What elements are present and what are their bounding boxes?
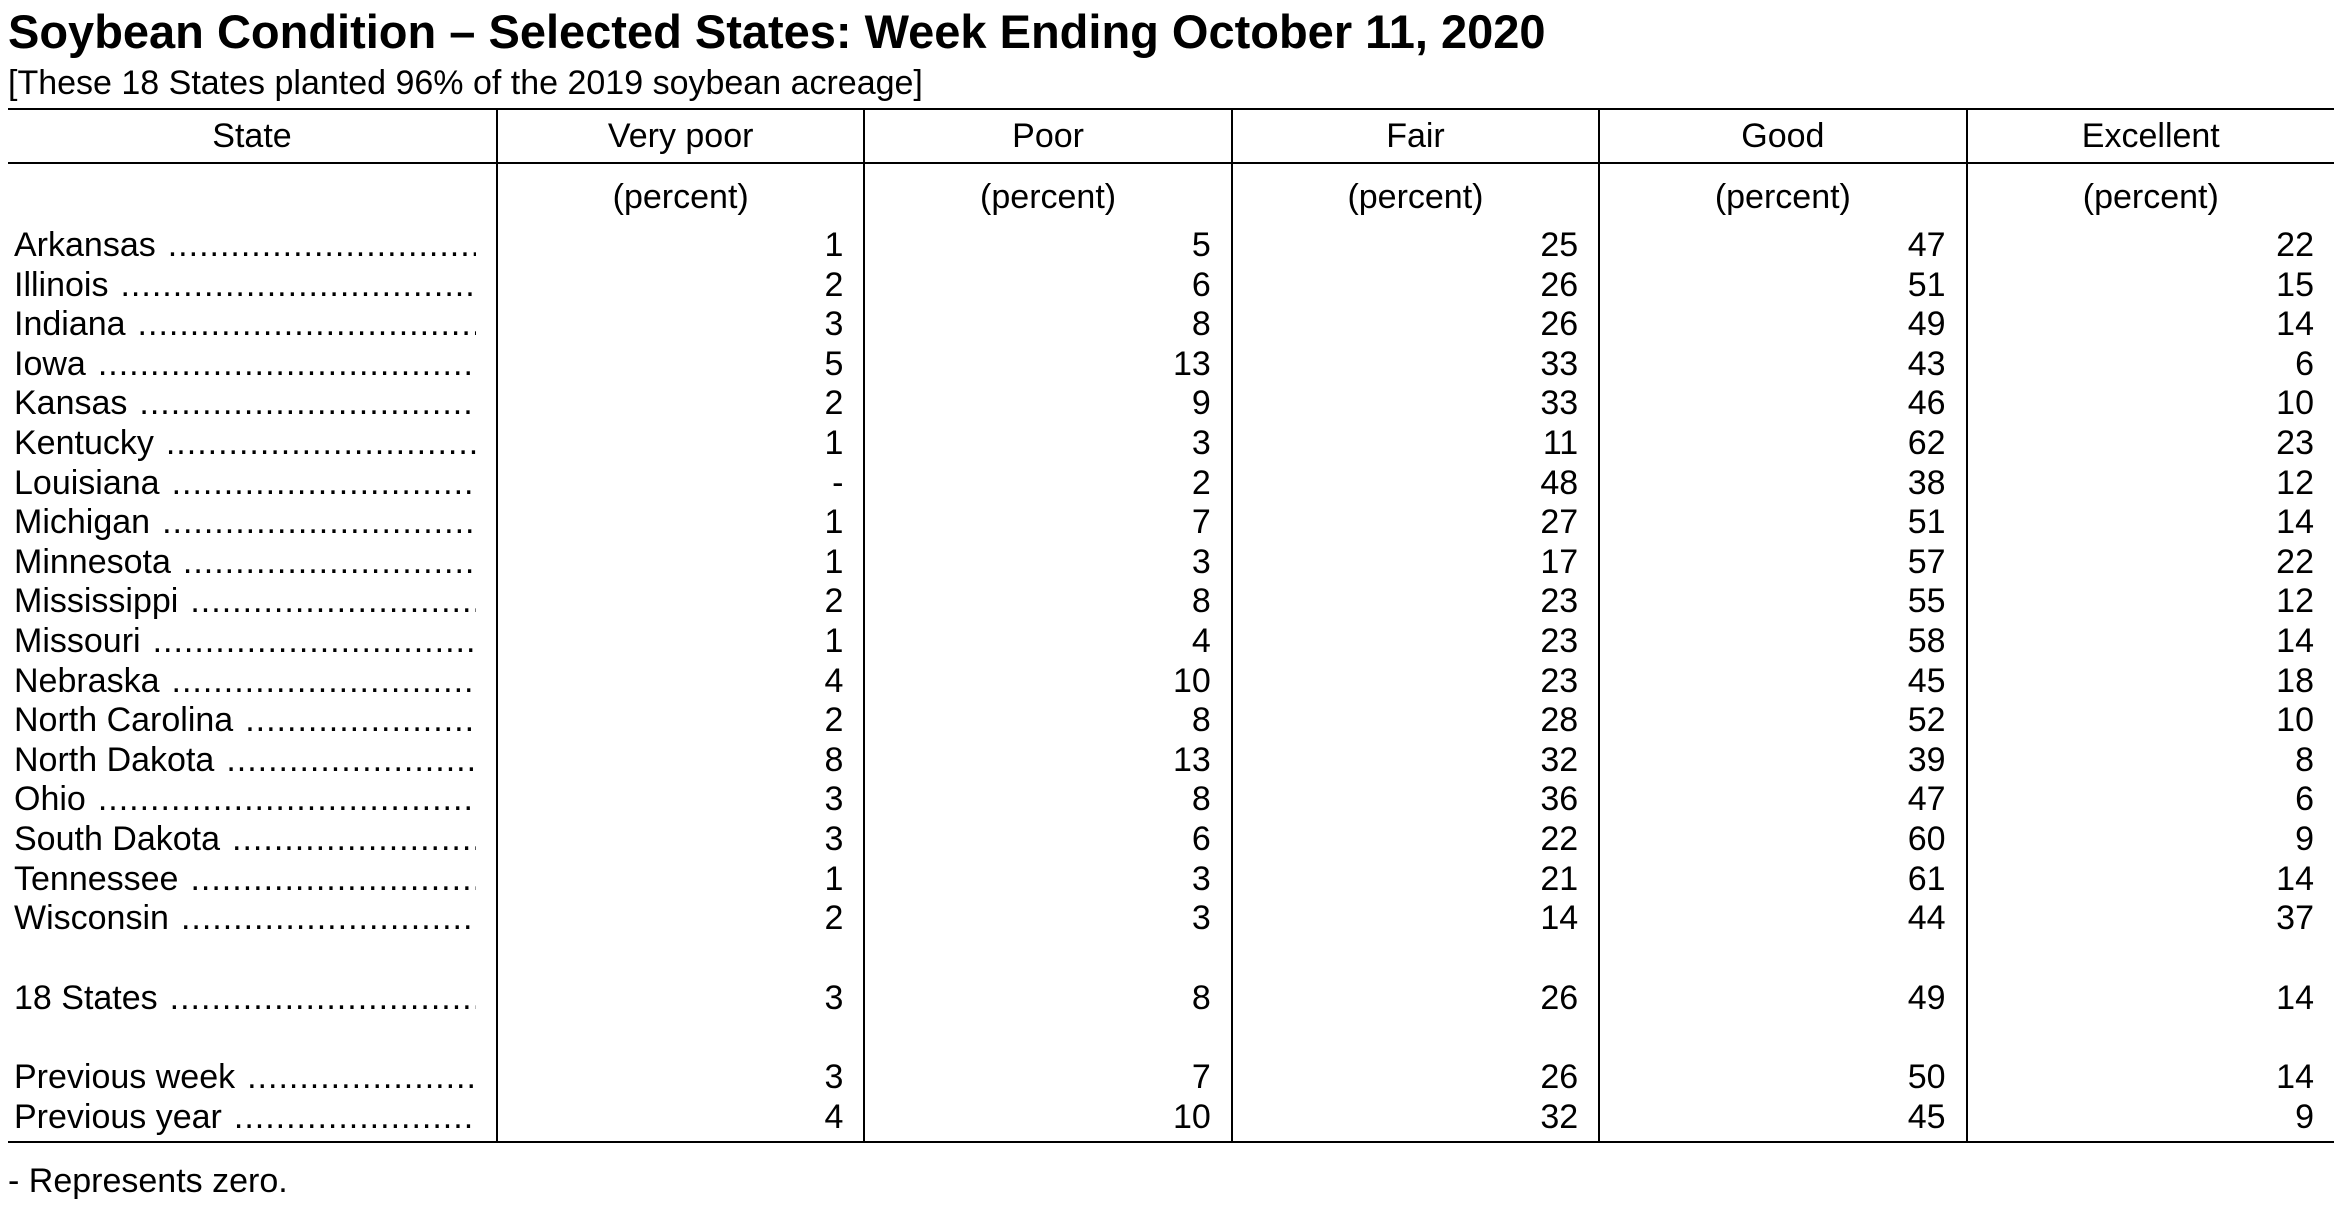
cell-good: 39: [1599, 741, 1966, 781]
cell-poor: 4: [864, 622, 1231, 662]
cell-good: 49: [1599, 305, 1966, 345]
header-state: State: [8, 109, 497, 163]
leader-dots: [153, 622, 476, 662]
cell-very-poor: -: [497, 464, 864, 504]
units-good: (percent): [1599, 163, 1966, 226]
state-cell: [8, 226, 497, 266]
cell-poor: 8: [864, 780, 1231, 820]
cell-poor: 3: [864, 860, 1231, 900]
cell-poor: 10: [864, 1098, 1231, 1143]
cell-good: 49: [1599, 979, 1966, 1019]
units-fair: (percent): [1232, 163, 1599, 226]
cell-very-poor: 1: [497, 226, 864, 266]
cell-excellent: 14: [1967, 305, 2334, 345]
state-cell: [8, 543, 497, 583]
state-label: Mississippi: [14, 582, 179, 621]
leader-dots: [234, 1098, 476, 1138]
footnote: - Represents zero.: [8, 1162, 288, 1200]
table-row: [8, 662, 2334, 702]
cell-fair: 33: [1232, 345, 1599, 385]
table-row: [8, 503, 2334, 543]
cell-good: 60: [1599, 820, 1966, 860]
cell-very-poor: 3: [497, 305, 864, 345]
state-label: Iowa: [14, 344, 86, 383]
state-label: 18 States: [14, 978, 158, 1017]
cell-excellent: 14: [1967, 622, 2334, 662]
state-label: Wisconsin: [14, 899, 169, 938]
cell-fair: 26: [1232, 266, 1599, 306]
cell-fair: 17: [1232, 543, 1599, 583]
cell-fair: 36: [1232, 780, 1599, 820]
state-cell: [8, 582, 497, 622]
table-row: [8, 305, 2334, 345]
cell-poor: 6: [864, 266, 1231, 306]
state-cell: [8, 979, 497, 1019]
cell-excellent: 22: [1967, 543, 2334, 583]
cell-fair: 27: [1232, 503, 1599, 543]
header-good: Good: [1599, 109, 1966, 163]
header-very-poor: Very poor: [497, 109, 864, 163]
cell-poor: 3: [864, 543, 1231, 583]
cell-excellent: 23: [1967, 424, 2334, 464]
cell-fair: 26: [1232, 305, 1599, 345]
state-cell: [8, 899, 497, 939]
cell-very-poor: 1: [497, 622, 864, 662]
leader-dots: [172, 464, 476, 504]
state-label: Previous year: [14, 1097, 222, 1136]
cell-good: 46: [1599, 384, 1966, 424]
cell-poor: 8: [864, 582, 1231, 622]
table-row: [8, 582, 2334, 622]
cell-excellent: 14: [1967, 979, 2334, 1019]
units-row: [8, 163, 2334, 226]
state-cell: [8, 345, 497, 385]
leader-dots: [120, 266, 476, 306]
cell-good: 45: [1599, 662, 1966, 702]
state-label: South Dakota: [14, 819, 221, 858]
cell-excellent: 9: [1967, 820, 2334, 860]
leader-dots: [181, 899, 476, 939]
cell-good: 58: [1599, 622, 1966, 662]
page-subtitle: [These 18 States planted 96% of the 2019 soybean acreage]: [8, 64, 923, 102]
cell-excellent: 12: [1967, 464, 2334, 504]
state-label: North Dakota: [14, 740, 215, 779]
state-cell: [8, 622, 497, 662]
header-excellent: Excellent: [1967, 109, 2334, 163]
cell-good: 43: [1599, 345, 1966, 385]
leader-dots: [172, 662, 476, 702]
cell-excellent: 15: [1967, 266, 2334, 306]
cell-poor: 10: [864, 662, 1231, 702]
cell-excellent: 9: [1967, 1098, 2334, 1143]
cell-fair: 11: [1232, 424, 1599, 464]
cell-good: 55: [1599, 582, 1966, 622]
table-row: [8, 622, 2334, 662]
header-poor: Poor: [864, 109, 1231, 163]
state-label: Nebraska: [14, 661, 160, 700]
leader-dots: [245, 701, 476, 741]
cell-very-poor: 2: [497, 266, 864, 306]
state-label: Kansas: [14, 384, 128, 423]
cell-fair: 26: [1232, 1058, 1599, 1098]
table-row: [8, 424, 2334, 464]
table-row: [8, 780, 2334, 820]
state-label: Michigan: [14, 503, 151, 542]
cell-excellent: 14: [1967, 1058, 2334, 1098]
header-row: [8, 109, 2334, 163]
units-poor: (percent): [864, 163, 1231, 226]
soybean-condition-table: [8, 108, 2334, 1143]
cell-very-poor: 1: [497, 543, 864, 583]
cell-good: 52: [1599, 701, 1966, 741]
table-row: [8, 226, 2334, 266]
state-cell: [8, 1098, 497, 1143]
cell-fair: 21: [1232, 860, 1599, 900]
cell-poor: 13: [864, 741, 1231, 781]
cell-very-poor: 2: [497, 582, 864, 622]
state-cell: [8, 701, 497, 741]
cell-fair: 23: [1232, 622, 1599, 662]
cell-very-poor: 3: [497, 1058, 864, 1098]
cell-excellent: 37: [1967, 899, 2334, 939]
cell-fair: 28: [1232, 701, 1599, 741]
cell-good: 51: [1599, 266, 1966, 306]
state-label: Ohio: [14, 780, 86, 819]
table-row: [8, 266, 2334, 306]
cell-good: 47: [1599, 780, 1966, 820]
state-cell: [8, 860, 497, 900]
state-cell: [8, 1058, 497, 1098]
cell-poor: 9: [864, 384, 1231, 424]
cell-good: 61: [1599, 860, 1966, 900]
cell-poor: 8: [864, 305, 1231, 345]
state-label: Kentucky: [14, 423, 154, 462]
cell-poor: 5: [864, 226, 1231, 266]
cell-very-poor: 1: [497, 860, 864, 900]
state-label: Illinois: [14, 265, 109, 304]
spacer-row: [8, 939, 2334, 979]
cell-fair: 23: [1232, 582, 1599, 622]
cell-fair: 25: [1232, 226, 1599, 266]
cell-poor: 8: [864, 701, 1231, 741]
state-label: Indiana: [14, 305, 126, 344]
leader-dots: [168, 226, 476, 266]
leader-dots: [190, 582, 476, 622]
leader-dots: [98, 780, 476, 820]
table-row: [8, 464, 2334, 504]
leader-dots: [139, 384, 476, 424]
cell-very-poor: 2: [497, 384, 864, 424]
cell-fair: 33: [1232, 384, 1599, 424]
leader-dots: [170, 979, 476, 1019]
state-label: Arkansas: [14, 226, 156, 264]
state-label: Minnesota: [14, 542, 171, 581]
leader-dots: [190, 860, 476, 900]
cell-good: 57: [1599, 543, 1966, 583]
units-very-poor: (percent): [497, 163, 864, 226]
state-cell: [8, 464, 497, 504]
state-label: Louisiana: [14, 463, 160, 502]
cell-poor: 3: [864, 424, 1231, 464]
units-excellent: (percent): [1967, 163, 2334, 226]
leader-dots: [183, 543, 476, 583]
table-row: [8, 384, 2334, 424]
table-row: [8, 345, 2334, 385]
cell-very-poor: 5: [497, 345, 864, 385]
cell-very-poor: 2: [497, 701, 864, 741]
cell-good: 38: [1599, 464, 1966, 504]
table-row: [8, 701, 2334, 741]
cell-excellent: 22: [1967, 226, 2334, 266]
state-cell: [8, 780, 497, 820]
leader-dots: [226, 741, 476, 781]
cell-very-poor: 8: [497, 741, 864, 781]
cell-good: 50: [1599, 1058, 1966, 1098]
cell-fair: 22: [1232, 820, 1599, 860]
cell-very-poor: 3: [497, 979, 864, 1019]
cell-excellent: 10: [1967, 384, 2334, 424]
state-cell: [8, 266, 497, 306]
total-row: [8, 979, 2334, 1019]
cell-fair: 23: [1232, 662, 1599, 702]
cell-excellent: 8: [1967, 741, 2334, 781]
cell-excellent: 12: [1967, 582, 2334, 622]
cell-excellent: 6: [1967, 780, 2334, 820]
cell-excellent: 6: [1967, 345, 2334, 385]
table-row: [8, 543, 2334, 583]
cell-very-poor: 1: [497, 503, 864, 543]
cell-poor: 3: [864, 899, 1231, 939]
cell-poor: 2: [864, 464, 1231, 504]
state-label: Tennessee: [14, 859, 179, 898]
cell-very-poor: 1: [497, 424, 864, 464]
table-row: [8, 899, 2334, 939]
cell-poor: 8: [864, 979, 1231, 1019]
cell-poor: 7: [864, 1058, 1231, 1098]
leader-dots: [232, 820, 476, 860]
previous-week-row: [8, 1058, 2334, 1098]
leader-dots: [247, 1058, 476, 1098]
units-state: [8, 163, 497, 226]
table-row: [8, 820, 2334, 860]
cell-good: 62: [1599, 424, 1966, 464]
state-label: North Carolina: [14, 701, 234, 740]
state-cell: [8, 305, 497, 345]
state-cell: [8, 503, 497, 543]
state-cell: [8, 384, 497, 424]
previous-year-row: [8, 1098, 2334, 1143]
cell-very-poor: 3: [497, 820, 864, 860]
leader-dots: [166, 424, 476, 464]
table-row: [8, 741, 2334, 781]
leader-dots: [138, 305, 476, 345]
cell-fair: 26: [1232, 979, 1599, 1019]
cell-excellent: 14: [1967, 503, 2334, 543]
cell-fair: 32: [1232, 741, 1599, 781]
page-title: Soybean Condition – Selected States: Week Ending October 11, 2020: [8, 5, 1546, 58]
cell-good: 47: [1599, 226, 1966, 266]
cell-poor: 6: [864, 820, 1231, 860]
spacer-row: [8, 1018, 2334, 1058]
cell-good: 44: [1599, 899, 1966, 939]
cell-poor: 7: [864, 503, 1231, 543]
cell-excellent: 10: [1967, 701, 2334, 741]
leader-dots: [162, 503, 476, 543]
cell-very-poor: 4: [497, 662, 864, 702]
cell-excellent: 18: [1967, 662, 2334, 702]
cell-fair: 14: [1232, 899, 1599, 939]
cell-fair: 32: [1232, 1098, 1599, 1143]
leader-dots: [98, 345, 476, 385]
cell-very-poor: 3: [497, 780, 864, 820]
cell-fair: 48: [1232, 464, 1599, 504]
cell-very-poor: 4: [497, 1098, 864, 1143]
cell-good: 45: [1599, 1098, 1966, 1143]
cell-very-poor: 2: [497, 899, 864, 939]
state-label: Previous week: [14, 1058, 236, 1097]
table-row: [8, 860, 2334, 900]
cell-poor: 13: [864, 345, 1231, 385]
header-fair: Fair: [1232, 109, 1599, 163]
state-cell: [8, 741, 497, 781]
cell-excellent: 14: [1967, 860, 2334, 900]
cell-good: 51: [1599, 503, 1966, 543]
state-label: Missouri: [14, 621, 141, 660]
state-cell: [8, 424, 497, 464]
state-cell: [8, 662, 497, 702]
state-cell: [8, 820, 497, 860]
